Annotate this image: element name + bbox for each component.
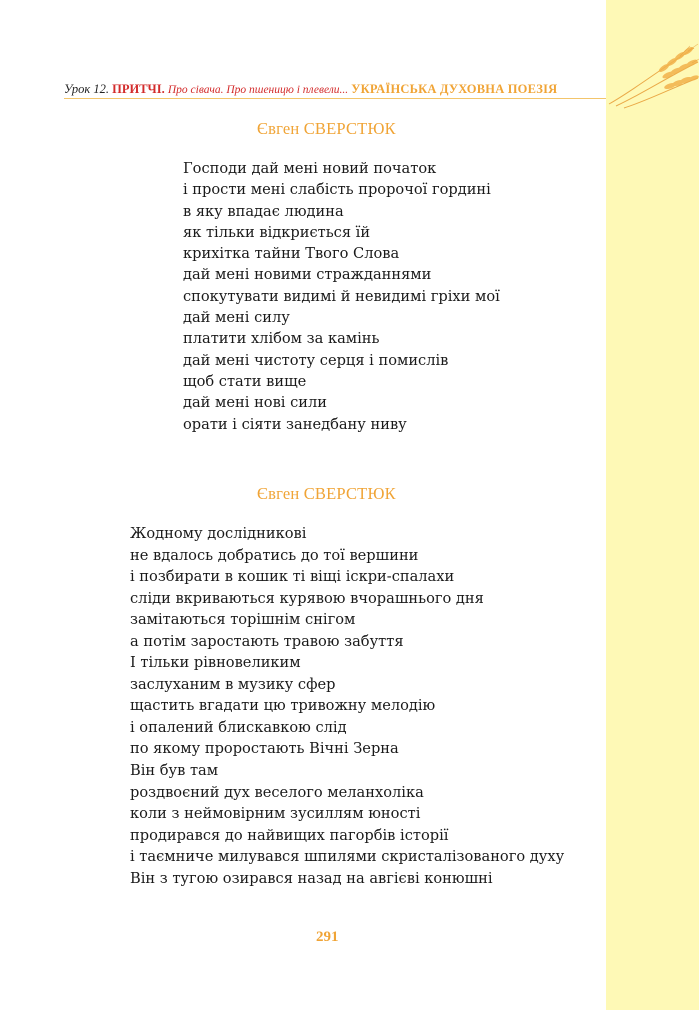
poem-1 (183, 158, 500, 435)
side-color-strip (606, 0, 699, 1010)
poem-line: щоб стати вище (183, 372, 307, 390)
poem-line: а потім заростають травою забуття (130, 632, 404, 650)
poem-2-author: Євген СВЕРСТЮК (257, 484, 396, 503)
poem-line: не вдалось добратись до тої вершини (130, 546, 419, 564)
poem-line: дай мені чистоту серця і помислів (183, 351, 449, 369)
header-rule (64, 98, 606, 99)
poem-line: дай мені новими стражданнями (183, 266, 432, 284)
poem-line: як тільки відкриється їй (183, 223, 371, 241)
header-section: ПРИТЧІ. (112, 82, 165, 96)
poem-line: щастить вгадати цю тривожну мелодію (130, 697, 436, 715)
poem-1-author: Євген СВЕРСТЮК (257, 119, 396, 138)
header-topic: УКРАЇНСЬКА ДУХОВНА ПОЕЗІЯ (351, 82, 558, 96)
header-parables: Про сівача. Про пшеницю і плевели... (167, 84, 349, 96)
poem-line: дай мені силу (183, 309, 290, 327)
header-lesson: Урок 12. (64, 82, 110, 96)
page-number: 291 (316, 929, 339, 945)
poem-line: Він з тугою озирався назад на авгієві конюшні (130, 869, 493, 887)
poem-line: заслуханим в музику сфер (130, 675, 336, 693)
poem-line: Жодному дослідникові (130, 525, 307, 542)
poem-line: Господи дай мені новий початок (183, 160, 437, 177)
poem-line: Він був там (130, 762, 219, 780)
poem-line: в яку впадає людина (183, 202, 344, 220)
poem-line: замітаються торішнім снігом (130, 611, 356, 629)
poem-line: сліди вкриваються курявою вчорашнього дня (130, 589, 484, 607)
poem-line: і прости мені слабість пророчої гордині (183, 181, 491, 199)
poem-2 (130, 523, 564, 889)
poem-line: продирався до найвищих пагорбів історії (130, 826, 449, 844)
poem-line: спокутувати видимі й невидимі гріхи мої (183, 287, 500, 305)
poem-line: і позбирати в кошик ті віщі іскри-спалахи (130, 568, 455, 586)
poem-line: дай мені нові сили (183, 394, 328, 412)
poem-line: коли з неймовірним зусиллям юності (130, 805, 421, 823)
poem-line: крихітка тайни Твого Слова (183, 245, 400, 263)
poem-line: І тільки рівновеликим (130, 654, 301, 672)
wheat-ears-icon (604, 42, 699, 112)
poem-line: орати і сіяти занедбану ниву (183, 415, 407, 433)
poem-line: і опалений блискавкою слід (130, 718, 347, 736)
poem-line: платити хлібом за камінь (183, 330, 380, 348)
poem-line: роздвоєний дух веселого меланхоліка (130, 783, 424, 801)
poem-line: і таємниче милувався шпилями скристалізованого духу (130, 848, 565, 866)
poem-line: по якому проростають Вічні Зерна (130, 740, 399, 758)
